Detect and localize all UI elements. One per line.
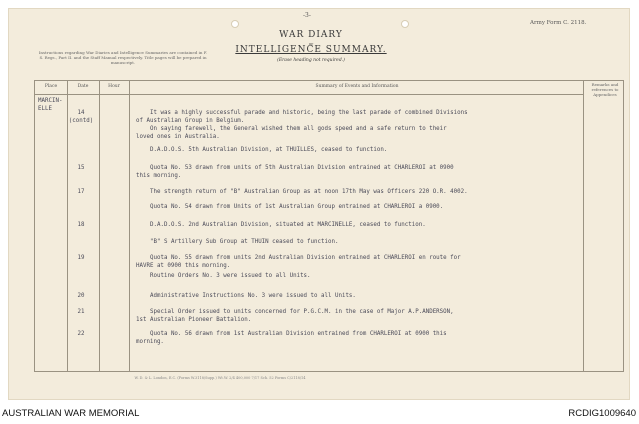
entry-text-line: "B" S Artillery Sub Group at THUIN ceased to function. xyxy=(150,239,339,245)
col-summary-header: Summary of Events and Information xyxy=(315,84,399,89)
summary-title: INTELLIGENCE SUMMARY. xyxy=(235,45,387,55)
entry-text-line: Routine Orders No. 3 were issued to all Units. xyxy=(150,273,311,279)
entry-text-line: On saying farewell, the General wished them all gods speed and a safe return to their xyxy=(150,126,447,132)
entry-text-line: Quota No. 56 drawn from 1st Australian Division entrained from CHARLEROI at 0900 this xyxy=(150,331,447,337)
column-divider xyxy=(129,81,130,371)
entry-date: 17 xyxy=(77,189,85,195)
diary-title: WAR DIARY xyxy=(279,30,343,40)
entry-text-line: Quota No. 53 drawn from units of 5th Australian Division entrained at CHARLEROI at 0900 xyxy=(150,165,454,171)
entry-text-line: of Australian Group in Belgium. xyxy=(136,118,245,124)
entry-date: 21 xyxy=(77,309,85,315)
entry-text-line: D.A.D.O.S. 5th Australian Division, at THUILLES, ceased to function. xyxy=(150,147,388,153)
entry-date: 22 xyxy=(77,331,85,337)
remarks-column xyxy=(584,80,624,372)
entry-date: 19 xyxy=(77,255,85,261)
col-hour-header: Hour xyxy=(108,84,120,89)
entry-text-line: Quota No. 54 drawn from Units of 1st Australian Group entrained at CHARLEROI a 0900. xyxy=(150,204,444,210)
title-or: or xyxy=(308,41,314,46)
page-number: -3- xyxy=(303,12,311,19)
erase-note: (Erase heading not required.) xyxy=(277,58,345,63)
col-date-header: Date xyxy=(77,84,89,89)
punch-hole xyxy=(231,20,239,28)
entry-text-line: It was a highly successful parade and historic, being the last parade of combined Divisions xyxy=(150,110,468,116)
entry-text-line: loved ones in Australia. xyxy=(136,134,220,140)
entry-text-line: D.A.D.O.S. 2nd Australian Division, situated at MARCINELLE, ceased to function. xyxy=(150,222,426,228)
entry-text-line: 1st Australian Pioneer Battalion. xyxy=(136,317,252,323)
col-remarks-header: Remarks and references to Appendices xyxy=(591,82,619,97)
column-divider xyxy=(99,81,100,371)
place-value: MARCIN-ELLE xyxy=(38,98,63,112)
entry-date: 20 xyxy=(77,293,85,299)
punch-hole xyxy=(401,20,409,28)
entry-date: 18 xyxy=(77,222,85,228)
entry-text-line: HAVRE at 0900 this morning. xyxy=(136,263,231,269)
header-divider xyxy=(35,94,583,95)
entry-text-line: Administrative Instructions No. 3 were issued to all Units. xyxy=(150,293,356,299)
entry-text-line: The strength return of "B" Australian Group as at noon 17th May was Officers 220 O.R. 4002. xyxy=(150,189,468,195)
instructions-note: Instructions regarding War Diaries and Intelligence Summaries are contained in F. S. Regs., Part II. and the Staff Manual respectively. Title pages will be prepared in manuscript. xyxy=(38,50,208,65)
entry-date: 14 (contd) xyxy=(68,110,94,124)
army-form-number: Army Form C. 2118. xyxy=(530,20,587,26)
entry-text-line: morning. xyxy=(136,339,164,345)
catalogue-id: RCDIG1009640 xyxy=(568,408,636,419)
printer-imprint: W. D. & L. London, E.C. (Forms W.3118/Supp.) Wt.W. 2/4 400,000 7/17 Sch. 52 Forms C/2118/14 xyxy=(134,376,306,380)
source-label: AUSTRALIAN WAR MEMORIAL xyxy=(2,408,140,419)
entry-date: 15 xyxy=(77,165,85,171)
col-place-header: Place xyxy=(44,84,58,89)
entry-text-line: Special Order issued to units concerned for P.G.C.M. in the case of Major A.P.ANDERSON, xyxy=(150,309,454,315)
entry-text-line: this morning. xyxy=(136,173,182,179)
entry-text-line: Quota No. 55 drawn from units 2nd Australian Division entrained at CHARLEROI en route for xyxy=(150,255,461,261)
